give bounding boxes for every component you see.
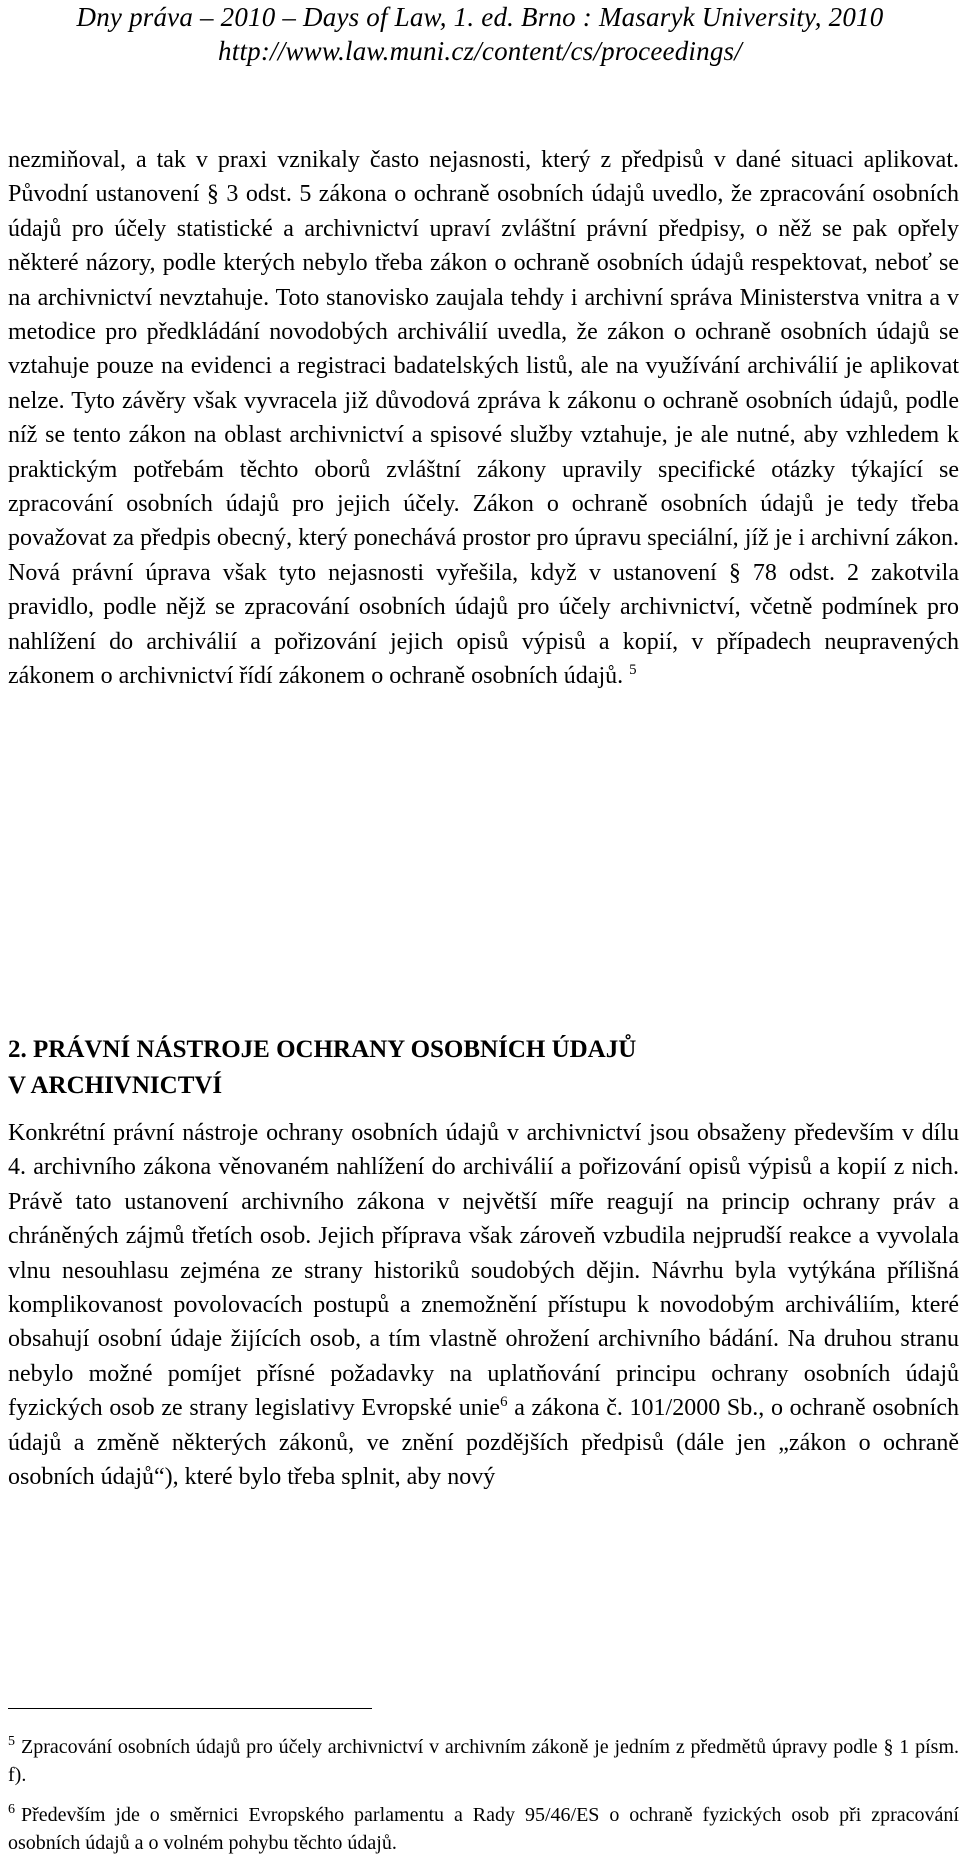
footnote-separator	[8, 1708, 372, 1709]
footnote-5-text: Zpracování osobních údajů pro účely archivnictví v archivním zákoně je jedním z předmětů úpravy podle § 1 písm. f).	[8, 1736, 959, 1786]
section-heading-line-1: 2. PRÁVNÍ NÁSTROJE OCHRANY OSOBNÍCH ÚDAJŮ	[8, 1036, 637, 1063]
body-paragraph-2	[8, 1116, 959, 1494]
footnote-ref-5[interactable]: 5	[629, 662, 637, 679]
footnote-5-mark: 5	[8, 1734, 15, 1750]
section-heading-line-2: V ARCHIVNICTVÍ	[8, 1072, 223, 1099]
header-title: Dny práva – 2010 – Days of Law, 1. ed. Brno : Masaryk University, 2010	[76, 2, 884, 32]
body-paragraph-1	[8, 143, 959, 694]
paragraph-1-text: nezmiňoval, a tak v praxi vznikaly často nejasnosti, který z předpisů v dané situaci aplikovat. Původní ustanovení § 3 odst. 5 zákona o ochraně osobních údajů uvedlo, že zpracování osobních údajů pro účely statistické a archivnictví upraví zvláštní právní předpisy, o něž se pak opřely některé názory, podle kterých nebylo třeba zákon o ochraně osobních údajů respektovat, neboť se na archivnictví nevztahuje. Toto stanovisko zaujala tehdy i archivní správa Ministerstva vnitra a v metodice pro předkládání novodobých archiválií uvedla, že zákon o ochraně osobních údajů se vztahuje pouze na evidenci a registraci badatelských listů, ale na využívání archiválií je aplikovat nelze. Tyto závěry však vyvracela již důvodová zpráva k zákonu o ochraně osobních údajů, podle níž se tento zákon na oblast archivnictví a spisové služby vztahuje, je ale nutné, aby vzhledem k praktickým potřebám těchto oborů zvláštní zákony upravily specifické otázky týkající se zpracování osobních údajů pro jejich účely. Zákon o ochraně osobních údajů je tedy třeba považovat za předpis obecný, který ponechává prostor pro úpravu speciální, jíž je i archivní zákon. Nová právní úprava však tyto nejasnosti vyřešila, když v ustanovení § 78 odst. 2 zakotvila pravidlo, podle nějž se zpracování osobních údajů pro účely archivnictví, včetně podmínek pro nahlížení do archiválií a pořizování jejich opisů výpisů a kopií, v případech neupravených zákonem o archivnictví řídí zákonem o ochraně osobních údajů.	[8, 147, 959, 690]
section-heading	[8, 1032, 959, 1104]
paragraph-2-text-end: a zákona č. 101/2000 Sb., o ochraně osobních údajů a změně některých zákonů, ve znění pozdějších předpisů (dále jen „zákon o ochraně osobních údajů“), které bylo třeba splnit, aby nový	[8, 1395, 959, 1491]
footnote-6-text: Především jde o směrnici Evropského parlamentu a Rady 95/46/ES o ochraně fyzických osob při zpracování osobních údajů a o volném pohybu těchto údajů.	[8, 1804, 959, 1854]
footnote-5	[8, 1733, 959, 1789]
running-header	[0, 0, 960, 68]
footnotes	[8, 1733, 959, 1869]
footnote-ref-6[interactable]: 6	[500, 1394, 508, 1411]
footnote-6-mark: 6	[8, 1802, 15, 1818]
footnote-6	[8, 1801, 959, 1857]
paragraph-2-text-start: Konkrétní právní nástroje ochrany osobních údajů v archivnictví jsou obsaženy především v dílu 4. archivního zákona věnovaném nahlížení do archiválií a pořizování opisů výpisů a kopií z nich. Právě tato ustanovení archivního zákona v největší míře reagují na princip ochrany práv a chráněných zájmů třetích osob. Jejich příprava však zároveň vzbudila nejprudší reakce a vyvolala vlnu nesouhlasu zejména ze strany historiků soudobých dějin. Návrhu byla vytýkána přílišná komplikovanost povolovacích postupů a znemožnění přístupu k novodobým archiváliím, které obsahují osobní údaje žijících osob, a tím vlastně ohrožení archivního bádání. Na druhou stranu nebylo možné pomíjet přísné požadavky na uplatňování principu ochrany osobních údajů fyzických osob ze strany legislativy Evropské unie	[8, 1120, 959, 1422]
header-url: http://www.law.muni.cz/content/cs/proceedings/	[218, 36, 742, 66]
